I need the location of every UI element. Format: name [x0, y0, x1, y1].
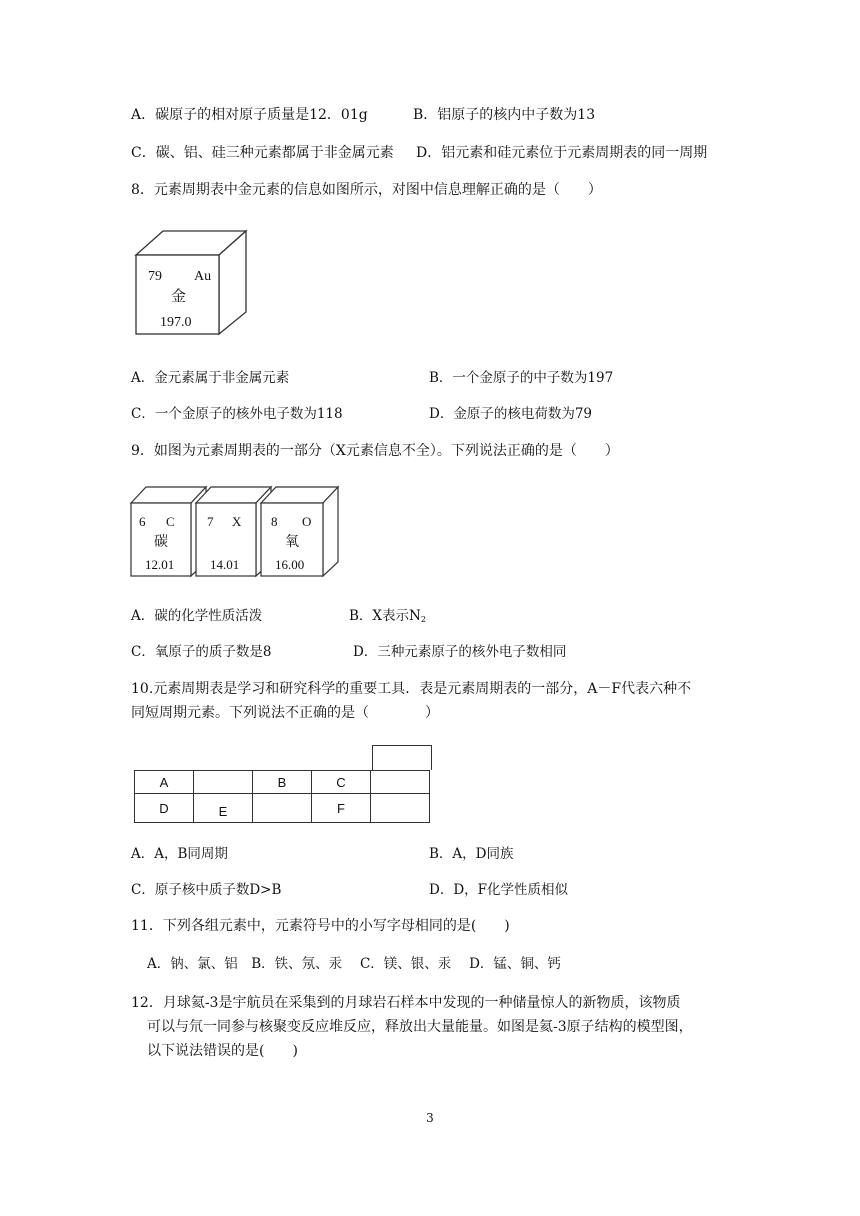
carbon-mass: 12.01 [145, 557, 175, 572]
gold-mass: 197.0 [160, 315, 192, 330]
table-cell: A [135, 771, 194, 794]
gold-element-tile [128, 228, 256, 340]
oxygen-mass: 16.00 [275, 557, 305, 572]
oxygen-symbol: O [302, 514, 312, 529]
q8-stem: 8．元素周期表中金元素的信息如图所示，对图中信息理解正确的是（ ） [131, 182, 602, 198]
page-number: 3 [426, 1111, 434, 1125]
x-mass: 14.01 [210, 557, 240, 572]
q8-option-c: C．一个金原子的核外电子数为118 [131, 406, 343, 422]
q9-option-c: C．氧原子的质子数是8 [131, 644, 272, 660]
table-cell: B [253, 771, 312, 794]
table-row [135, 794, 430, 823]
q10-option-a: A．A，B同周期 [131, 846, 228, 862]
carbon-atomic-number: 6 [139, 514, 146, 529]
table-cell: C [312, 771, 371, 794]
table-cell [371, 771, 430, 794]
q7-option-d: D．铝元素和硅元素位于元素周期表的同一周期 [416, 145, 708, 161]
q9-option-b: B．X表示$N_2$ [349, 608, 426, 624]
table-cell: D [135, 794, 194, 823]
x-symbol: X [232, 514, 242, 529]
q7-option-b: B．铝原子的核内中子数为13 [413, 107, 596, 123]
q8-option-d: D．金原子的核电荷数为79 [429, 406, 593, 422]
table-cell [253, 794, 312, 823]
periodic-table-fragment [128, 484, 344, 580]
q12-stem-line3: 以下说法错误的是( ) [147, 1043, 298, 1059]
period-table [134, 770, 430, 823]
q10-option-d: D．D，F化学性质相似 [429, 882, 569, 898]
q10-stem-line2: 同短周期元素。下列说法不正确的是（ ） [131, 705, 439, 721]
q8-option-b: B．一个金原子的中子数为197 [429, 370, 614, 386]
gold-symbol: Au [194, 269, 212, 284]
carbon-name: 碳 [154, 535, 168, 550]
table-row [135, 771, 430, 794]
table-cell [371, 794, 430, 823]
q11-stem: 11．下列各组元素中，元素符号中的小写字母相同的是( ) [131, 918, 510, 934]
x-atomic-number: 7 [207, 514, 214, 529]
q7-option-c: C．碳、铝、硅三种元素都属于非金属元素 [131, 145, 394, 161]
q9-option-d: D．三种元素原子的核外电子数相同 [353, 644, 567, 660]
oxygen-name: 氧 [285, 535, 299, 550]
q9-option-a: A．碳的化学性质活泼 [131, 608, 263, 624]
q8-option-a: A．金元素属于非金属元素 [131, 370, 290, 386]
q10-stem-line1: 10.元素周期表是学习和研究科学的重要工具．表是元素周期表的一部分，A－F代表六种不 [131, 681, 692, 697]
table-cell [194, 771, 253, 794]
q12-stem-line1: 12．月球氦-3是宇航员在采集到的月球岩石样本中发现的一种储量惊人的新物质，该物质 [131, 995, 681, 1011]
q7-option-a: A．碳原子的相对原子质量是12．01g [131, 107, 368, 123]
q12-stem-line2: 可以与氘一同参与核聚变反应堆反应，释放出大量能量。如图是氦-3原子结构的模型图， [147, 1019, 693, 1035]
table-cell: F [312, 794, 371, 823]
gold-atomic-number: 79 [148, 269, 162, 284]
oxygen-atomic-number: 8 [271, 514, 278, 529]
q9-stem: 9．如图为元素周期表的一部分（X元素信息不全）。下列说法正确的是（ ） [131, 443, 619, 459]
q11-options: A．钠、氯、铝 B．铁、氖、汞 C．镁、银、汞 D．锰、铜、钙 [147, 956, 561, 972]
table-cell: E [194, 794, 253, 823]
q10-option-c: C．原子核中质子数D>B [131, 882, 282, 898]
carbon-symbol: C [166, 514, 175, 529]
gold-name: 金 [171, 289, 187, 305]
period-table-extra-cell [372, 745, 432, 770]
q10-option-b: B．A，D同族 [429, 846, 514, 862]
